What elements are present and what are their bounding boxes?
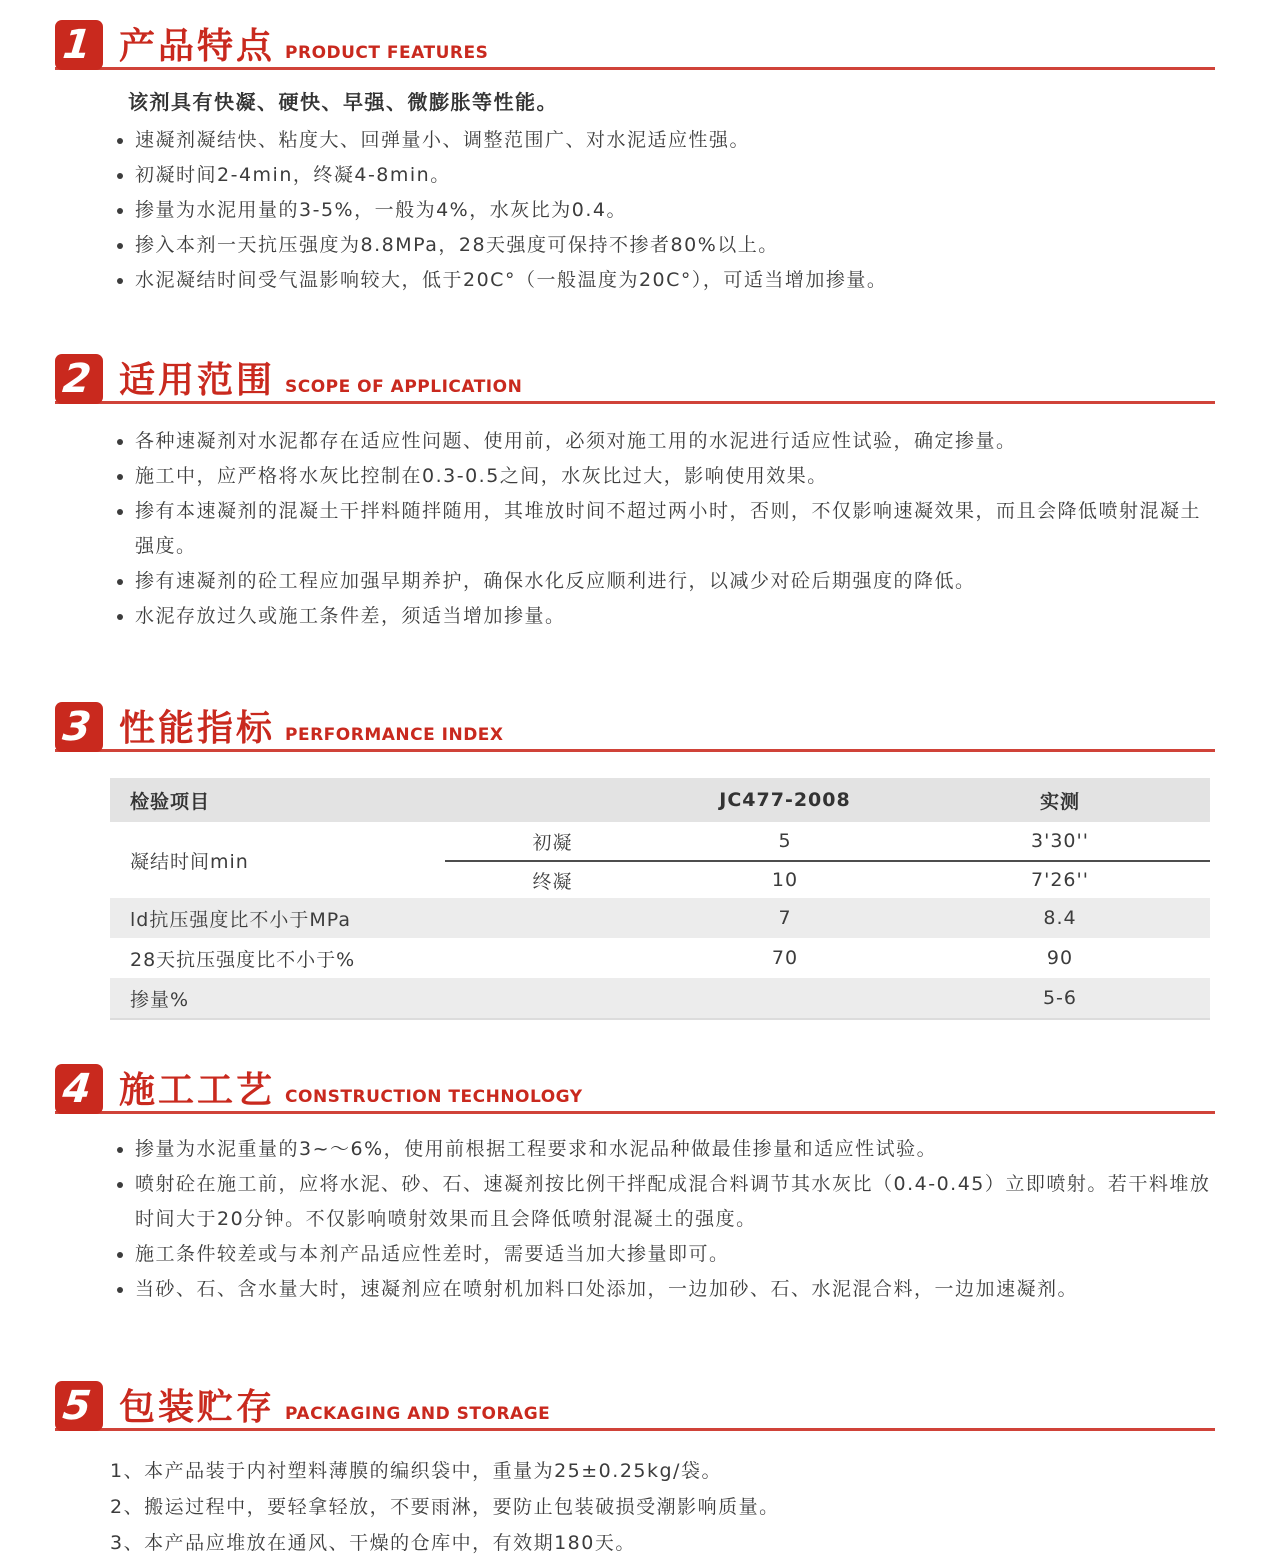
construction-bullet-list bbox=[115, 1132, 1220, 1307]
list-item-text: 掺有本速凝剂的混凝土干拌料随拌随用，其堆放时间不超过两小时，否则，不仅影响速凝效果，而且会降低喷射混凝土强度。 bbox=[135, 500, 1202, 557]
section-title: 性能指标 bbox=[119, 708, 276, 749]
list-item bbox=[115, 1237, 1220, 1272]
section-number: 3 bbox=[60, 704, 94, 750]
section-number-badge bbox=[55, 354, 103, 404]
section-title: 产品特点 bbox=[119, 26, 276, 67]
bullet-icon bbox=[117, 138, 123, 144]
section-header bbox=[55, 1381, 1215, 1431]
section-subtitle: PERFORMANCE INDEX bbox=[285, 725, 504, 745]
list-item-text: 初凝时间2-4min，终凝4-8min。 bbox=[135, 164, 451, 186]
section-performance-index bbox=[0, 702, 1280, 1020]
section-scope-of-application bbox=[0, 354, 1280, 634]
bullet-icon bbox=[117, 1287, 123, 1293]
list-item bbox=[115, 1132, 1220, 1167]
list-item: 1、本产品装于内衬塑料薄膜的编织袋中，重量为25±0.25kg/袋。 bbox=[110, 1460, 722, 1482]
section-number: 4 bbox=[60, 1066, 94, 1112]
list-item-text: 喷射砼在施工前，应将水泥、砂、石、速凝剂按比例干拌配成混合料调节其水灰比（0.4-0.45）立即喷射。若干料堆放时间大于20分钟。不仅影响喷射效果而且会降低喷射混凝土的强度。 bbox=[135, 1173, 1211, 1230]
section-packaging-storage bbox=[0, 1381, 1280, 1561]
table-cell-standard bbox=[660, 978, 910, 1018]
list-item bbox=[115, 228, 1220, 263]
section-title: 适用范围 bbox=[119, 360, 276, 401]
section-header bbox=[55, 20, 1215, 70]
bullet-icon bbox=[117, 173, 123, 179]
section-header bbox=[55, 1064, 1215, 1114]
list-item-text: 当砂、石、含水量大时，速凝剂应在喷射机加料口处添加，一边加砂、石、水泥混合料，一边加速凝剂。 bbox=[135, 1278, 1079, 1300]
bullet-icon bbox=[117, 474, 123, 480]
list-item bbox=[115, 1167, 1220, 1237]
section-number-badge bbox=[55, 1381, 103, 1431]
table-cell-standard: 5 bbox=[778, 830, 792, 852]
table-row-label: 28天抗压强度比不小于% bbox=[130, 948, 356, 971]
table-cell-measured: 8.4 bbox=[910, 898, 1210, 938]
list-item bbox=[115, 158, 1220, 193]
list-item-text: 掺入本剂一天抗压强度为8.8MPa，28天强度可保持不掺者80%以上。 bbox=[135, 234, 779, 256]
bullet-icon bbox=[117, 278, 123, 284]
section-number-badge bbox=[55, 1064, 103, 1114]
table-cell-measured: 7'26'' bbox=[910, 860, 1210, 898]
bullet-icon bbox=[117, 1252, 123, 1258]
table-header-item: 检验项目 bbox=[110, 778, 660, 822]
table-cell-measured: 3'30'' bbox=[1031, 830, 1089, 852]
bullet-icon bbox=[117, 509, 123, 515]
section-number: 1 bbox=[60, 22, 94, 68]
table-cell-standard: 70 bbox=[771, 947, 799, 969]
performance-table bbox=[110, 778, 1210, 1020]
list-item-text: 掺量为水泥重量的3~～6%，使用前根据工程要求和水泥品种做最佳掺量和适应性试验。 bbox=[135, 1138, 938, 1160]
list-item-text: 掺有速凝剂的砼工程应加强早期养护，确保水化反应顺利进行，以减少对砼后期强度的降低。 bbox=[135, 570, 976, 592]
scope-bullet-list bbox=[115, 424, 1220, 634]
section-title: 包装贮存 bbox=[119, 1387, 276, 1428]
table-row-label: ld抗压强度比不小于MPa bbox=[110, 898, 660, 938]
section-subtitle: CONSTRUCTION TECHNOLOGY bbox=[285, 1087, 583, 1107]
bullet-icon bbox=[117, 579, 123, 585]
list-item bbox=[115, 599, 1220, 634]
list-item-text: 水泥存放过久或施工条件差，须适当增加掺量。 bbox=[135, 605, 566, 627]
list-item-text: 施工中，应严格将水灰比控制在0.3-0.5之间，水灰比过大，影响使用效果。 bbox=[135, 465, 828, 487]
list-item-text: 各种速凝剂对水泥都存在适应性问题、使用前，必须对施工用的水泥进行适应性试验，确定掺量。 bbox=[135, 430, 1017, 452]
section-header bbox=[55, 354, 1215, 404]
table-row-label: 掺量% bbox=[110, 978, 660, 1018]
list-item bbox=[115, 424, 1220, 459]
features-intro: 该剂具有快凝、硬快、早强、微膨胀等性能。 bbox=[128, 90, 558, 114]
list-item: 3、本产品应堆放在通风、干燥的仓库中，有效期180天。 bbox=[110, 1532, 636, 1554]
list-item-text: 水泥凝结时间受气温影响较大，低于20C°（一般温度为20C°），可适当增加掺量。 bbox=[135, 269, 888, 291]
list-item bbox=[115, 564, 1220, 599]
list-item bbox=[115, 123, 1220, 158]
table-header-standard: JC477-2008 bbox=[660, 778, 910, 822]
section-subtitle: PRODUCT FEATURES bbox=[285, 43, 489, 63]
section-number-badge bbox=[55, 702, 103, 752]
bullet-icon bbox=[117, 243, 123, 249]
table-cell-measured: 90 bbox=[1046, 947, 1074, 969]
list-item bbox=[115, 1272, 1220, 1307]
section-subtitle: SCOPE OF APPLICATION bbox=[285, 377, 523, 397]
table-sub-label: 终凝 bbox=[445, 860, 660, 898]
list-item bbox=[115, 263, 1220, 298]
table-cell-standard: 10 bbox=[660, 860, 910, 898]
section-number-badge bbox=[55, 20, 103, 70]
section-construction-technology bbox=[0, 1064, 1280, 1307]
table-header-measured: 实测 bbox=[910, 778, 1210, 822]
list-item bbox=[115, 193, 1220, 228]
packaging-numbered-list bbox=[110, 1453, 1220, 1561]
section-subtitle: PACKAGING AND STORAGE bbox=[285, 1404, 551, 1424]
features-bullet-list bbox=[115, 123, 1220, 298]
bullet-icon bbox=[117, 1182, 123, 1188]
section-number: 2 bbox=[60, 356, 94, 402]
bullet-icon bbox=[117, 208, 123, 214]
list-item bbox=[115, 494, 1220, 564]
table-sub-label: 初凝 bbox=[532, 831, 573, 854]
list-item-text: 施工条件较差或与本剂产品适应性差时，需要适当加大掺量即可。 bbox=[135, 1243, 730, 1265]
section-product-features bbox=[0, 0, 1280, 298]
bullet-icon bbox=[117, 1147, 123, 1153]
list-item-text: 掺量为水泥用量的3-5%，一般为4%，水灰比为0.4。 bbox=[135, 199, 627, 221]
bullet-icon bbox=[117, 439, 123, 445]
bullet-icon bbox=[117, 614, 123, 620]
section-number: 5 bbox=[60, 1383, 94, 1429]
table-cell-standard: 7 bbox=[660, 898, 910, 938]
section-header bbox=[55, 702, 1215, 752]
section-title: 施工工艺 bbox=[119, 1070, 276, 1111]
list-item-text: 速凝剂凝结快、粘度大、回弹量小、调整范围广、对水泥适应性强。 bbox=[135, 129, 751, 151]
list-item bbox=[115, 459, 1220, 494]
table-cell-measured: 5-6 bbox=[910, 978, 1210, 1018]
list-item: 2、搬运过程中，要轻拿轻放，不要雨淋，要防止包装破损受潮影响质量。 bbox=[110, 1496, 780, 1518]
table-row-label: 凝结时间min bbox=[130, 850, 249, 873]
